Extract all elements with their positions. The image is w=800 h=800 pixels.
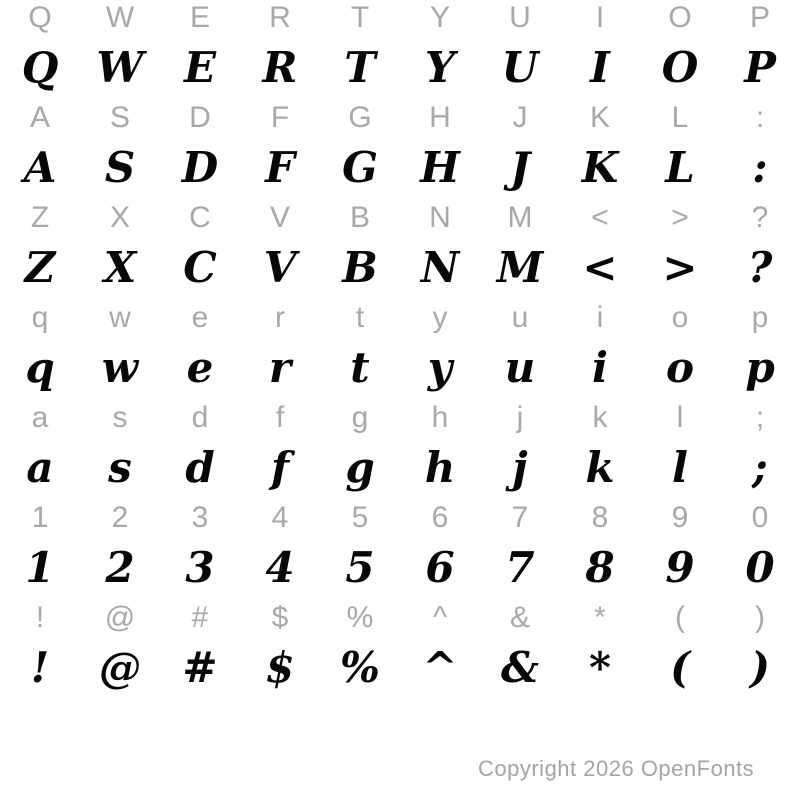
reference-glyph: P [749, 1, 770, 34]
specimen-glyph: a [26, 443, 54, 492]
specimen-glyph: e [186, 343, 214, 392]
reference-glyph: 7 [511, 501, 529, 534]
copyright-text: Copyright 2026 OpenFonts [478, 756, 755, 781]
reference-row [0, 600, 800, 635]
specimen-glyph: G [342, 143, 378, 192]
reference-glyph: y [432, 301, 448, 334]
specimen-glyph: J [510, 143, 530, 192]
specimen-glyph: > [662, 243, 698, 292]
reference-glyph: t [355, 301, 365, 334]
reference-glyph: l [676, 401, 684, 434]
reference-glyph: g [351, 401, 369, 434]
reference-row [0, 400, 800, 435]
specimen-glyph: Z [24, 243, 56, 292]
specimen-glyph: W [96, 43, 144, 92]
specimen-glyph: 8 [585, 543, 615, 592]
specimen-glyph: B [342, 243, 378, 292]
reference-glyph: N [429, 201, 451, 234]
reference-row [0, 100, 800, 135]
specimen-glyph: M [496, 243, 544, 292]
specimen-glyph: u [504, 343, 536, 392]
specimen-glyph: ( [670, 643, 690, 692]
specimen-glyph: ) [750, 643, 770, 692]
specimen-glyph: A [23, 143, 57, 192]
reference-glyph: 3 [191, 501, 209, 534]
reference-glyph: # [191, 601, 209, 634]
reference-row [0, 200, 800, 235]
reference-glyph: H [429, 101, 451, 134]
specimen-glyph: Y [425, 43, 455, 92]
reference-glyph: Q [28, 1, 52, 34]
specimen-glyph: * [589, 643, 611, 692]
row-pair-digits [0, 500, 800, 600]
specimen-glyph: O [661, 43, 699, 92]
reference-glyph: S [109, 101, 130, 134]
reference-glyph: ! [35, 601, 45, 634]
specimen-row [0, 35, 800, 100]
reference-glyph: h [431, 401, 449, 434]
specimen-glyph: H [420, 143, 460, 192]
reference-glyph: Y [429, 1, 450, 34]
specimen-glyph: l [672, 443, 688, 492]
reference-glyph: & [509, 601, 530, 634]
reference-glyph: j [516, 401, 524, 434]
specimen-glyph: i [592, 343, 608, 392]
specimen-glyph: T [344, 43, 376, 92]
specimen-glyph: 1 [25, 543, 55, 592]
specimen-glyph: 5 [345, 543, 375, 592]
specimen-glyph: ^ [422, 643, 458, 692]
specimen-glyph: $ [265, 643, 295, 692]
reference-glyph: 9 [671, 501, 689, 534]
reference-glyph: 1 [31, 501, 49, 534]
specimen-glyph: S [104, 143, 136, 192]
reference-glyph: ^ [432, 601, 448, 634]
reference-glyph: 8 [591, 501, 609, 534]
specimen-glyph: D [181, 143, 219, 192]
specimen-glyph: L [665, 143, 695, 192]
reference-glyph: 6 [431, 501, 449, 534]
reference-glyph: o [671, 301, 689, 334]
specimen-row [0, 235, 800, 300]
reference-glyph: i [596, 301, 604, 334]
specimen-glyph: F [265, 143, 295, 192]
reference-glyph: u [511, 301, 529, 334]
specimen-glyph: 4 [265, 543, 295, 592]
reference-glyph: V [269, 201, 290, 234]
reference-glyph: d [191, 401, 209, 434]
specimen-glyph: N [420, 243, 460, 292]
specimen-glyph: R [262, 43, 298, 92]
specimen-glyph: 2 [105, 543, 135, 592]
specimen-glyph: s [108, 443, 132, 492]
specimen-glyph: % [340, 643, 380, 692]
specimen-glyph: E [183, 43, 216, 92]
specimen-glyph: @ [99, 643, 141, 692]
specimen-glyph: f [270, 443, 290, 492]
reference-glyph: a [31, 401, 49, 434]
reference-glyph: G [348, 101, 372, 134]
specimen-glyph: 6 [425, 543, 455, 592]
specimen-glyph: V [263, 243, 297, 292]
specimen-glyph: # [182, 643, 218, 692]
specimen-row [0, 435, 800, 500]
row-pair-lowercase-top [0, 300, 800, 400]
specimen-glyph: o [665, 343, 694, 392]
specimen-glyph: Q [21, 43, 59, 92]
reference-glyph: R [269, 1, 291, 34]
reference-glyph: > [671, 201, 689, 234]
reference-glyph: 5 [351, 501, 369, 534]
row-pair-lowercase-home [0, 400, 800, 500]
reference-row [0, 500, 800, 535]
reference-glyph: @ [104, 601, 136, 634]
specimen-glyph: q [25, 343, 55, 392]
reference-glyph: 2 [111, 501, 129, 534]
reference-glyph: A [29, 101, 50, 134]
specimen-row [0, 535, 800, 600]
specimen-glyph: r [268, 343, 292, 392]
reference-glyph: C [189, 201, 211, 234]
specimen-glyph: d [185, 443, 215, 492]
reference-glyph: 0 [751, 501, 769, 534]
specimen-glyph: k [585, 443, 615, 492]
specimen-glyph: U [501, 43, 539, 92]
specimen-glyph: ; [752, 443, 768, 492]
specimen-glyph: p [745, 343, 775, 392]
reference-glyph: p [751, 301, 769, 334]
specimen-glyph: : [752, 143, 768, 192]
reference-glyph: ( [675, 601, 685, 634]
specimen-row [0, 135, 800, 200]
reference-glyph: w [109, 301, 131, 334]
specimen-glyph: w [101, 343, 139, 392]
row-pair-uppercase-top [0, 0, 800, 100]
specimen-glyph: 7 [505, 543, 535, 592]
reference-row [0, 300, 800, 335]
specimen-row [0, 635, 800, 700]
reference-glyph: f [275, 401, 285, 434]
reference-glyph: ; [755, 401, 765, 434]
reference-row [0, 0, 800, 35]
reference-glyph: L [671, 101, 689, 134]
reference-glyph: D [189, 101, 211, 134]
specimen-glyph: g [345, 443, 375, 492]
reference-glyph: B [349, 201, 370, 234]
reference-glyph: M [507, 201, 533, 234]
specimen-glyph: 0 [745, 543, 775, 592]
specimen-glyph: 9 [665, 543, 695, 592]
row-pair-uppercase-bottom [0, 200, 800, 300]
specimen-glyph: ? [747, 243, 773, 292]
reference-glyph: W [105, 1, 135, 34]
specimen-glyph: & [501, 643, 539, 692]
row-pair-uppercase-home [0, 100, 800, 200]
specimen-glyph: j [512, 443, 528, 492]
reference-glyph: k [592, 401, 608, 434]
reference-glyph: % [346, 601, 374, 634]
reference-glyph: X [109, 201, 130, 234]
reference-glyph: J [512, 101, 528, 134]
reference-glyph: r [275, 301, 285, 334]
reference-glyph: ) [755, 601, 765, 634]
reference-glyph: F [270, 101, 290, 134]
specimen-glyph: C [183, 243, 217, 292]
specimen-glyph: I [590, 43, 610, 92]
reference-glyph: 4 [271, 501, 289, 534]
specimen-glyph: t [350, 343, 370, 392]
reference-glyph: K [589, 101, 610, 134]
reference-glyph: s [112, 401, 128, 434]
specimen-glyph: X [103, 243, 137, 292]
specimen-glyph: y [427, 343, 453, 392]
specimen-glyph: P [744, 43, 776, 92]
reference-glyph: $ [271, 601, 289, 634]
reference-glyph: * [594, 601, 606, 634]
reference-glyph: I [595, 1, 605, 34]
specimen-row [0, 335, 800, 400]
reference-glyph: < [591, 201, 609, 234]
specimen-glyph: ! [30, 643, 50, 692]
reference-glyph: Z [30, 201, 50, 234]
specimen-glyph: < [582, 243, 618, 292]
specimen-glyph: K [581, 143, 619, 192]
reference-glyph: E [189, 1, 210, 34]
specimen-glyph: 3 [185, 543, 215, 592]
reference-glyph: e [191, 301, 209, 334]
reference-glyph: T [350, 1, 370, 34]
row-pair-symbols [0, 600, 800, 700]
reference-glyph: q [31, 301, 49, 334]
reference-glyph: O [668, 1, 692, 34]
reference-glyph: : [755, 101, 765, 134]
specimen-glyph: h [424, 443, 456, 492]
reference-glyph: U [509, 1, 531, 34]
reference-glyph: ? [751, 201, 769, 234]
